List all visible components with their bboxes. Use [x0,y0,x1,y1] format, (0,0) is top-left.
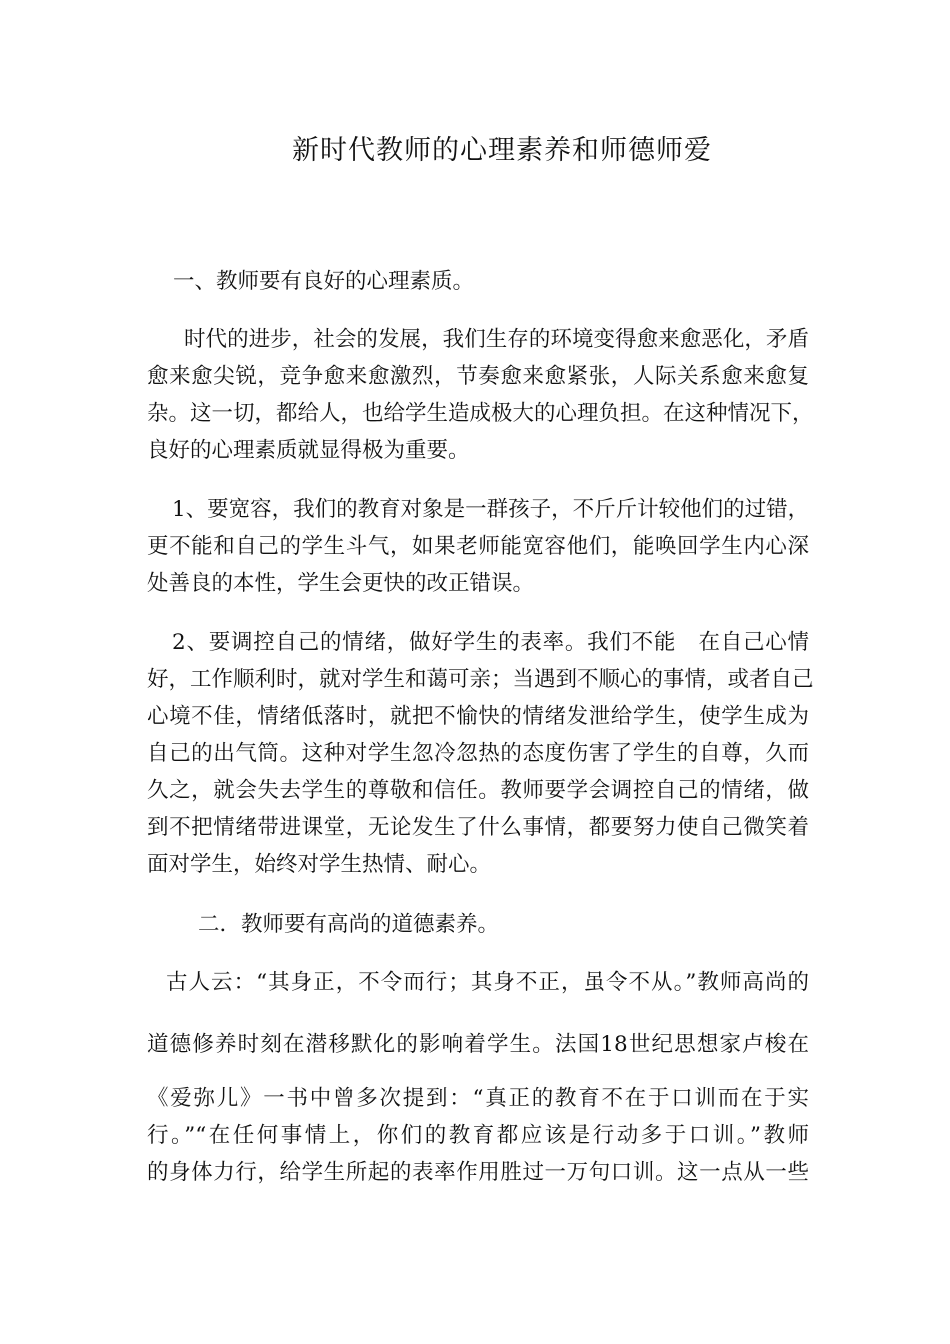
paragraph-line: 处善良的本性，学生会更快的改正错误。 [147,571,535,596]
paragraph-line: 2、要调控自己的情绪，做好学生的表率。我们不能 在自己心情 [172,630,809,655]
paragraph-line: 的身体力行，给学生所起的表率作用胜过一万句口训。这一点从一些 [147,1160,809,1185]
paragraph-line: 好，工作顺利时，就对学生和蔼可亲；当遇到不顺心的事情，或者自己 [147,667,814,692]
paragraph-line: 到不把情绪带进课堂，无论发生了什么事情，都要努力使自己微笑着 [147,815,809,840]
paragraph-line: 更不能和自己的学生斗气，如果老师能宽容他们，能唤回学生内心深 [147,534,809,559]
paragraph-line: 1、要宽容，我们的教育对象是一群孩子，不斤斤计较他们的过错， [172,497,810,522]
paragraph-line: 良好的心理素质就显得极为重要。 [147,438,470,463]
paragraph-line: 杂。这一切，都给人，也给学生造成极大的心理负担。在这种情况下， [147,401,814,426]
section-heading-2: 二．教师要有高尚的道德素养。 [198,912,500,937]
paragraph-line: 面对学生，始终对学生热情、耐心。 [147,852,492,877]
section-heading-1: 一、教师要有良好的心理素质。 [173,269,475,294]
paragraph-line: 时代的进步，社会的发展，我们生存的环境变得愈来愈恶化，矛盾 [184,327,809,352]
paragraph-line: 久之，就会失去学生的尊敬和信任。教师要学会调控自己的情绪，做 [147,778,809,803]
document-title: 新时代教师的心理素养和师德师爱 [292,135,712,166]
paragraph-line: 愈来愈尖锐，竞争愈来愈激烈，节奏愈来愈紧张，人际关系愈来愈复 [147,364,809,389]
paragraph-line: 古人云：“其身正，不令而行；其身不正，虽令不从。”教师高尚的 [166,970,809,995]
paragraph-line: 道德修养时刻在潜移默化的影响着学生。法国18世纪思想家卢梭在 [147,1032,809,1057]
paragraph-line: 《爱弥儿》一书中曾多次提到：“真正的教育不在于口训而在于实 [147,1086,809,1111]
paragraph-line: 自己的出气筒。这种对学生忽冷忽热的态度伤害了学生的自尊，久而 [147,741,809,766]
paragraph-line: 心境不佳，情绪低落时，就把不愉快的情绪发泄给学生，使学生成为 [147,704,809,729]
paragraph-line: 行。”“在任何事情上，你们的教育都应该是行动多于口训。”教师 [147,1123,809,1148]
